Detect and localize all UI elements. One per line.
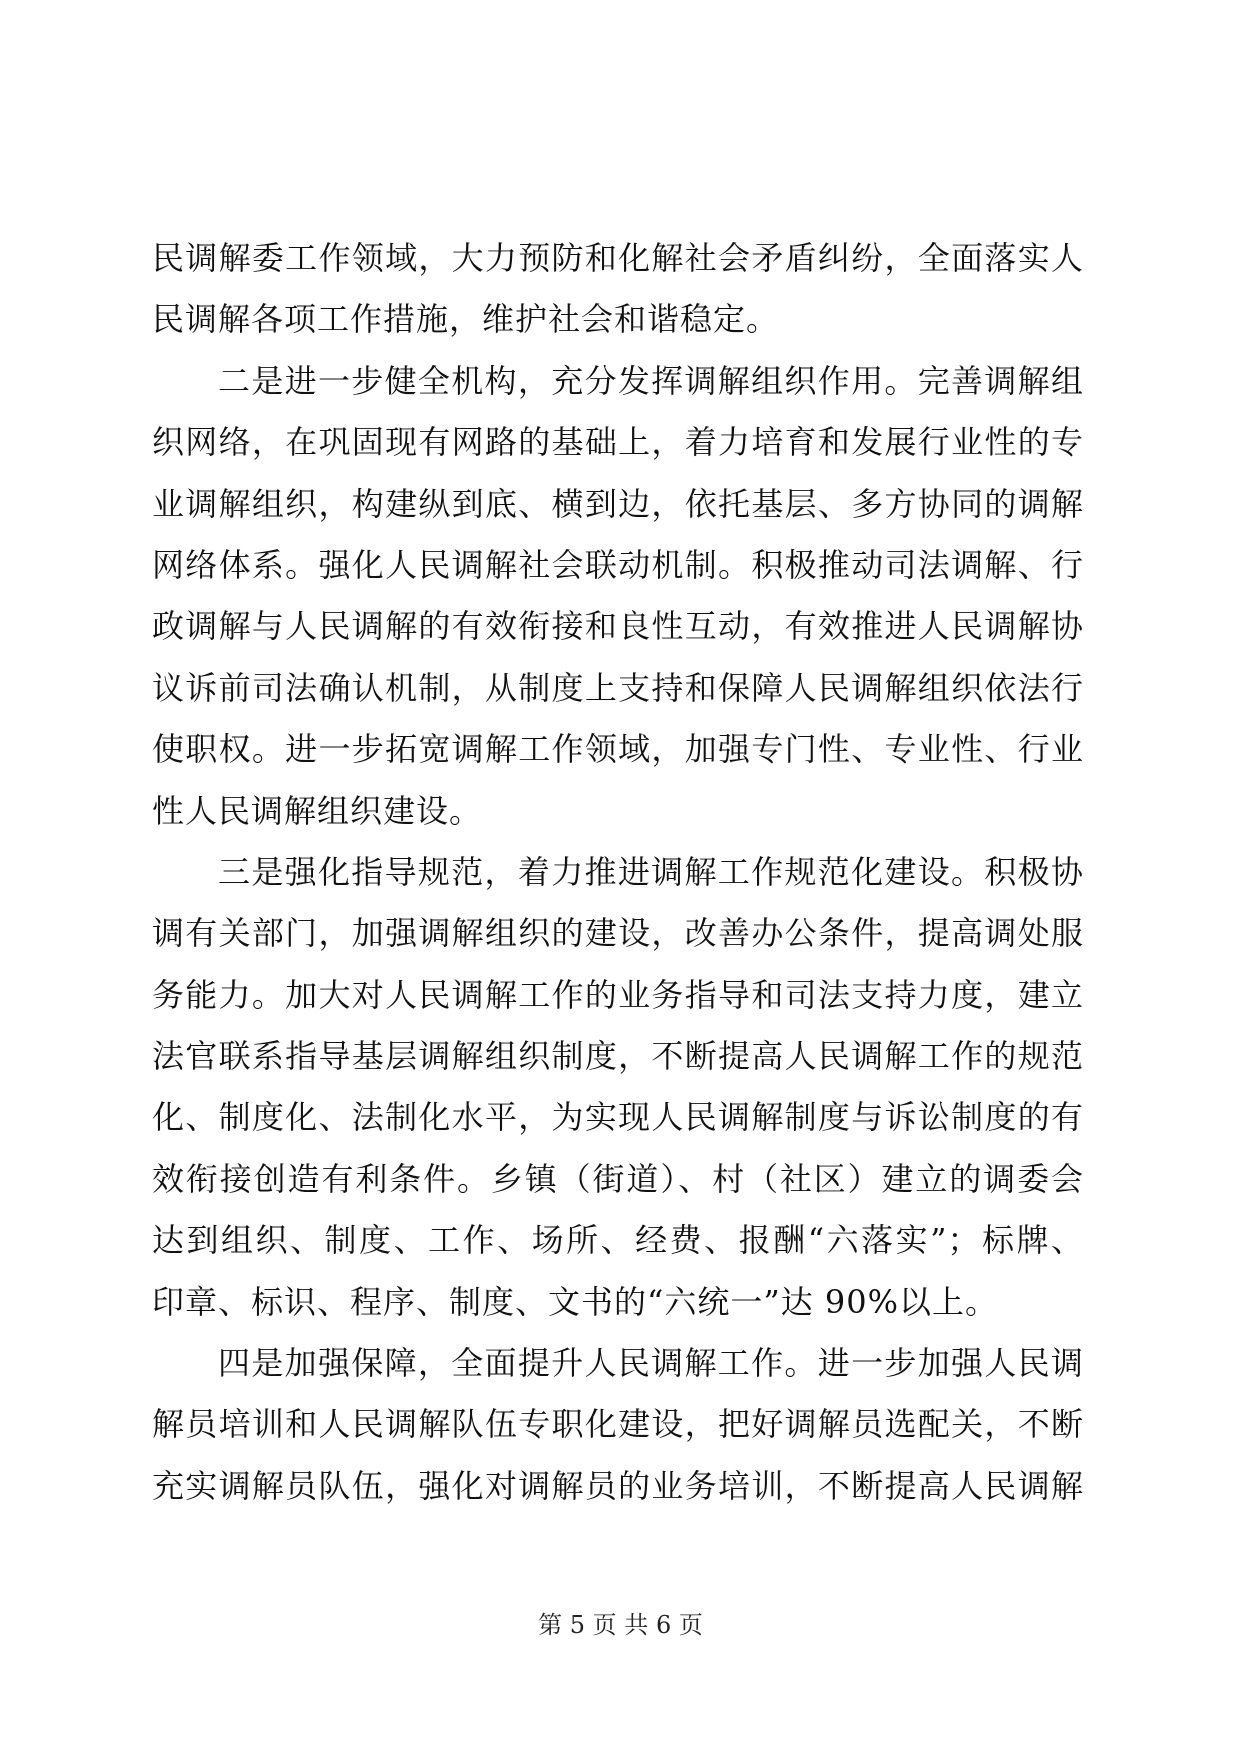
text-line: 性人民调解组织建设。: [152, 791, 483, 830]
text-line: 民调解各项工作措施，维护社会和谐稳定。: [152, 300, 780, 339]
page-footer: 第 5 页 共 6 页: [538, 1611, 703, 1639]
text-line: 充实调解员队伍，强化对调解员的业务培训，不断提高人民调解: [152, 1466, 1084, 1505]
text-line: 政调解与人民调解的有效衔接和良性互动，有效推进人民调解协: [152, 607, 1084, 646]
text-line: 民调解委工作领域，大力预防和化解社会矛盾纠纷，全面落实人: [152, 239, 1084, 277]
text-line: 调有关部门，加强调解组织的建设，改善办公条件，提高调处服: [152, 914, 1084, 953]
text-line: 使职权。进一步拓宽调解工作领域，加强专门性、专业性、行业: [152, 730, 1084, 769]
text-line: 议诉前司法确认机制，从制度上支持和保障人民调解组织依法行: [152, 668, 1084, 707]
text-line: 效衔接创造有利条件。乡镇（街道）、村（社区）建立的调委会: [152, 1159, 1084, 1198]
body-text: [152, 228, 1084, 1517]
text-line: 印章、标识、程序、制度、文书的“六统一”达 90%以上。: [152, 1282, 999, 1321]
text-line: 四是加强保障，全面提升人民调解工作。进一步加强人民调: [218, 1344, 1084, 1383]
text-line: 解员培训和人民调解队伍专职化建设，把好调解员选配关，不断: [152, 1405, 1084, 1444]
text-line: 织网络，在巩固现有网路的基础上，着力培育和发展行业性的专: [152, 423, 1084, 462]
text-line: 业调解组织，构建纵到底、横到边，依托基层、多方协同的调解: [152, 484, 1084, 523]
text-line: 法官联系指导基层调解组织制度，不断提高人民调解工作的规范: [152, 1037, 1084, 1076]
text-line: 三是强化指导规范，着力推进调解工作规范化建设。积极协: [218, 852, 1084, 891]
text-line: 达到组织、制度、工作、场所、经费、报酬“六落实”；标牌、: [152, 1221, 1084, 1260]
text-line: 二是进一步健全机构，充分发挥调解组织作用。完善调解组: [218, 361, 1084, 400]
text-line: 网络体系。强化人民调解社会联动机制。积极推动司法调解、行: [152, 545, 1084, 584]
text-line: 务能力。加大对人民调解工作的业务指导和司法支持力度，建立: [152, 975, 1084, 1014]
text-line: 化、制度化、法制化水平，为实现人民调解制度与诉讼制度的有: [152, 1098, 1084, 1137]
